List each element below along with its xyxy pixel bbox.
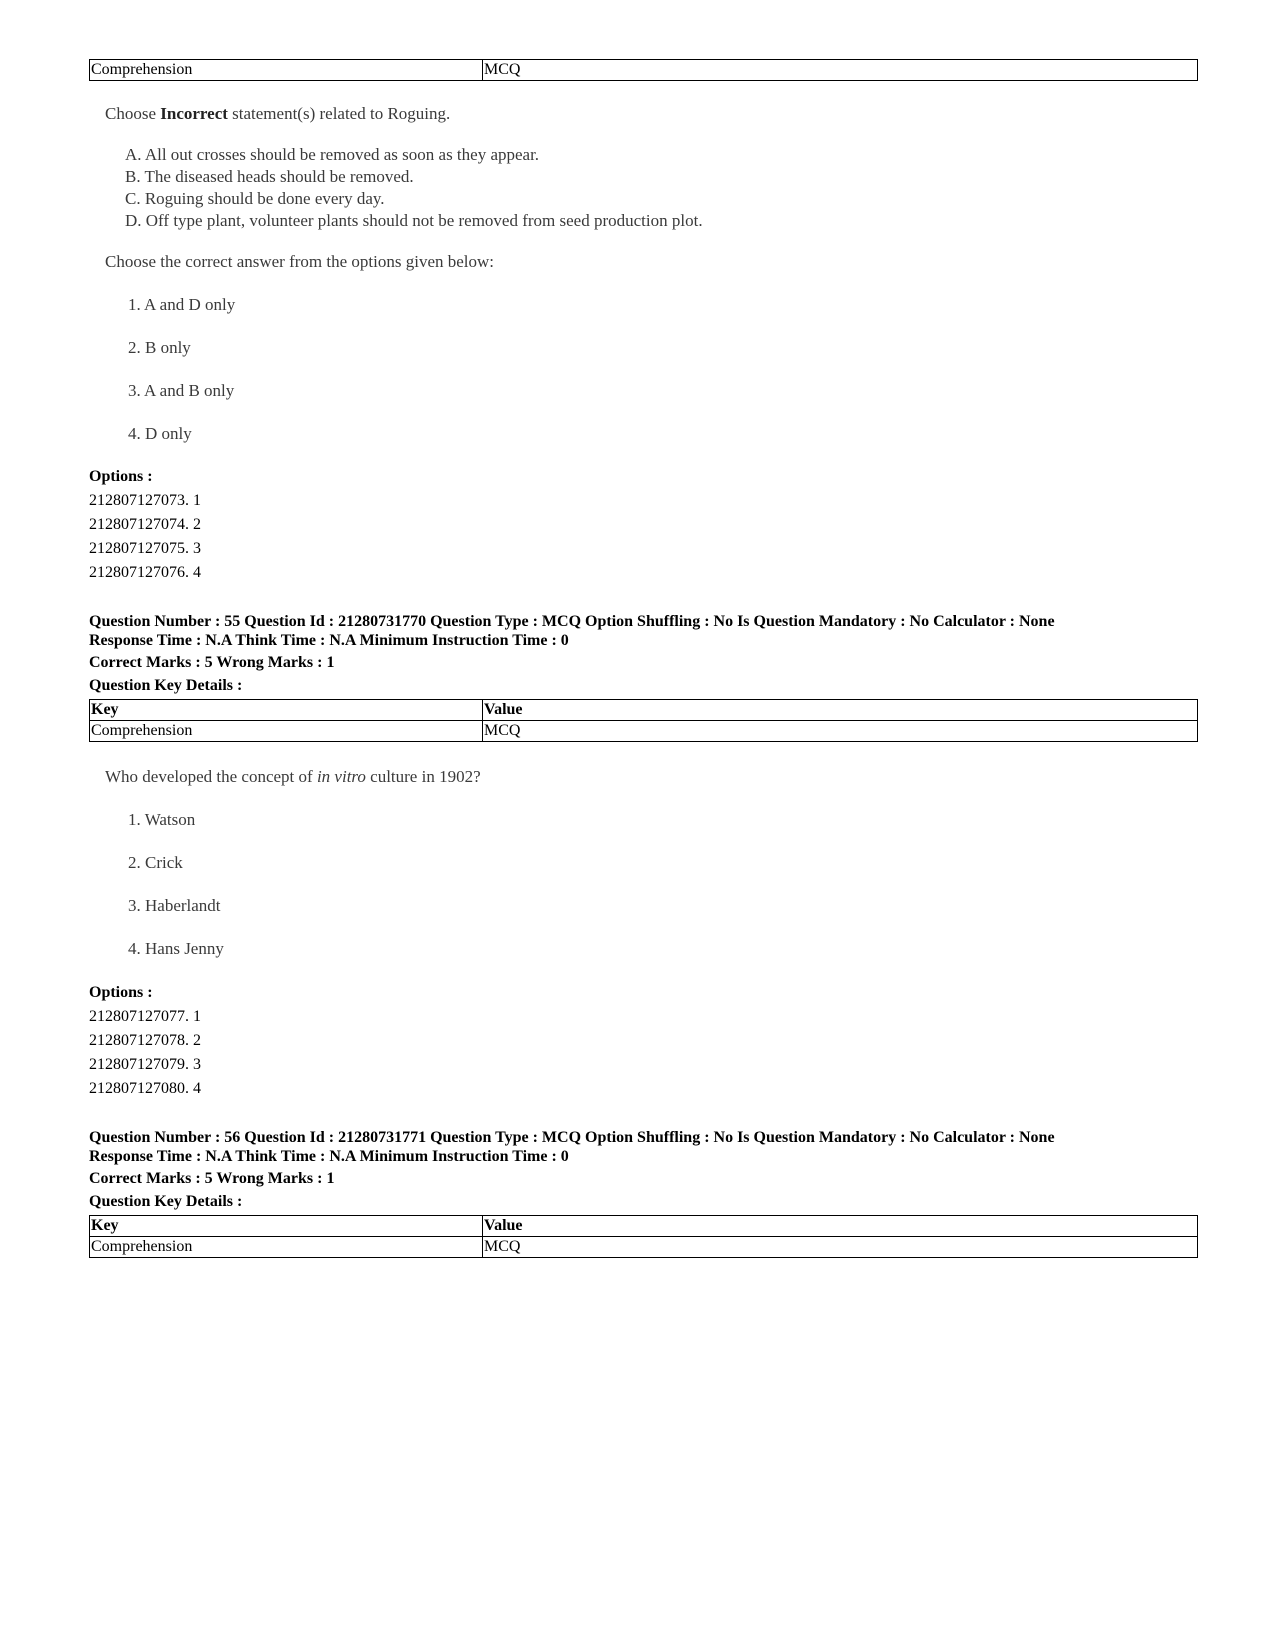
- options-block-54: [89, 465, 201, 585]
- header-key: Key: [90, 1216, 483, 1237]
- header-value: Value: [483, 700, 1198, 721]
- table-row: [90, 60, 1198, 81]
- question-56-meta: [89, 1128, 1209, 1166]
- choice-3: 3. A and B only: [128, 381, 235, 400]
- value-cell: MCQ: [483, 60, 1198, 81]
- options-block-55: [89, 981, 201, 1101]
- option-item: 212807127080. 4: [89, 1080, 201, 1097]
- instruction-text: Choose the correct answer from the options given below:: [105, 252, 495, 271]
- choice-1: 1. A and D only: [128, 295, 236, 314]
- value-cell: MCQ: [483, 1237, 1198, 1258]
- statement-c: C. Roguing should be done every day.: [125, 189, 385, 208]
- option-item: 212807127073. 1: [89, 492, 201, 509]
- header-value: Value: [483, 1216, 1198, 1237]
- choice-4: 4. Hans Jenny: [128, 939, 224, 958]
- option-item: 212807127076. 4: [89, 564, 201, 581]
- statement-b: B. The diseased heads should be removed.: [125, 167, 414, 186]
- key-cell: Comprehension: [90, 721, 483, 742]
- option-item: 212807127074. 2: [89, 516, 201, 533]
- key-details-label: Question Key Details :: [89, 1193, 243, 1210]
- value-cell: MCQ: [483, 721, 1198, 742]
- question-54-image: [105, 100, 805, 450]
- option-item: 212807127077. 1: [89, 1008, 201, 1025]
- choice-1: 1. Watson: [128, 810, 196, 829]
- header-key: Key: [90, 700, 483, 721]
- question-55-image: [105, 763, 705, 973]
- key-cell: Comprehension: [90, 1237, 483, 1258]
- table-row: [90, 721, 1198, 742]
- statement-a: A. All out crosses should be removed as soon as they appear.: [125, 145, 540, 164]
- table-header-row: [90, 700, 1198, 721]
- choice-2: 2. Crick: [128, 853, 183, 872]
- key-cell: Comprehension: [90, 60, 483, 81]
- table-row: [90, 1237, 1198, 1258]
- table-header-row: [90, 1216, 1198, 1237]
- marks-line: Correct Marks : 5 Wrong Marks : 1: [89, 654, 335, 671]
- question-prompt: Who developed the concept of in vitro culture in 1902?: [105, 767, 481, 786]
- statement-d: D. Off type plant, volunteer plants should not be removed from seed production plot.: [125, 211, 703, 230]
- choice-4: 4. D only: [128, 424, 192, 443]
- question-55-meta: [89, 612, 1209, 650]
- options-label: Options :: [89, 984, 153, 1001]
- option-item: 212807127075. 3: [89, 540, 201, 557]
- marks-line: Correct Marks : 5 Wrong Marks : 1: [89, 1170, 335, 1187]
- choice-3: 3. Haberlandt: [128, 896, 221, 915]
- option-item: 212807127079. 3: [89, 1056, 201, 1073]
- choice-2: 2. B only: [128, 338, 191, 357]
- meta-line-2: Response Time : N.A Think Time : N.A Minimum Instruction Time : 0: [89, 1148, 569, 1165]
- options-label: Options :: [89, 468, 153, 485]
- meta-line-2: Response Time : N.A Think Time : N.A Minimum Instruction Time : 0: [89, 632, 569, 649]
- question-prompt: Choose Incorrect statement(s) related to Roguing.: [105, 104, 451, 123]
- question-key-table-top: [89, 59, 1198, 81]
- question-key-table-55: [89, 699, 1198, 742]
- meta-line-1: Question Number : 56 Question Id : 21280731771 Question Type : MCQ Option Shuffling : No Is Question Mandatory : No Calculator : None: [89, 1129, 1055, 1146]
- question-key-table-56: [89, 1215, 1198, 1258]
- meta-line-1: Question Number : 55 Question Id : 21280731770 Question Type : MCQ Option Shuffling : No Is Question Mandatory : No Calculator : None: [89, 613, 1055, 630]
- document-page: [89, 0, 1198, 1651]
- key-details-label: Question Key Details :: [89, 677, 243, 694]
- option-item: 212807127078. 2: [89, 1032, 201, 1049]
